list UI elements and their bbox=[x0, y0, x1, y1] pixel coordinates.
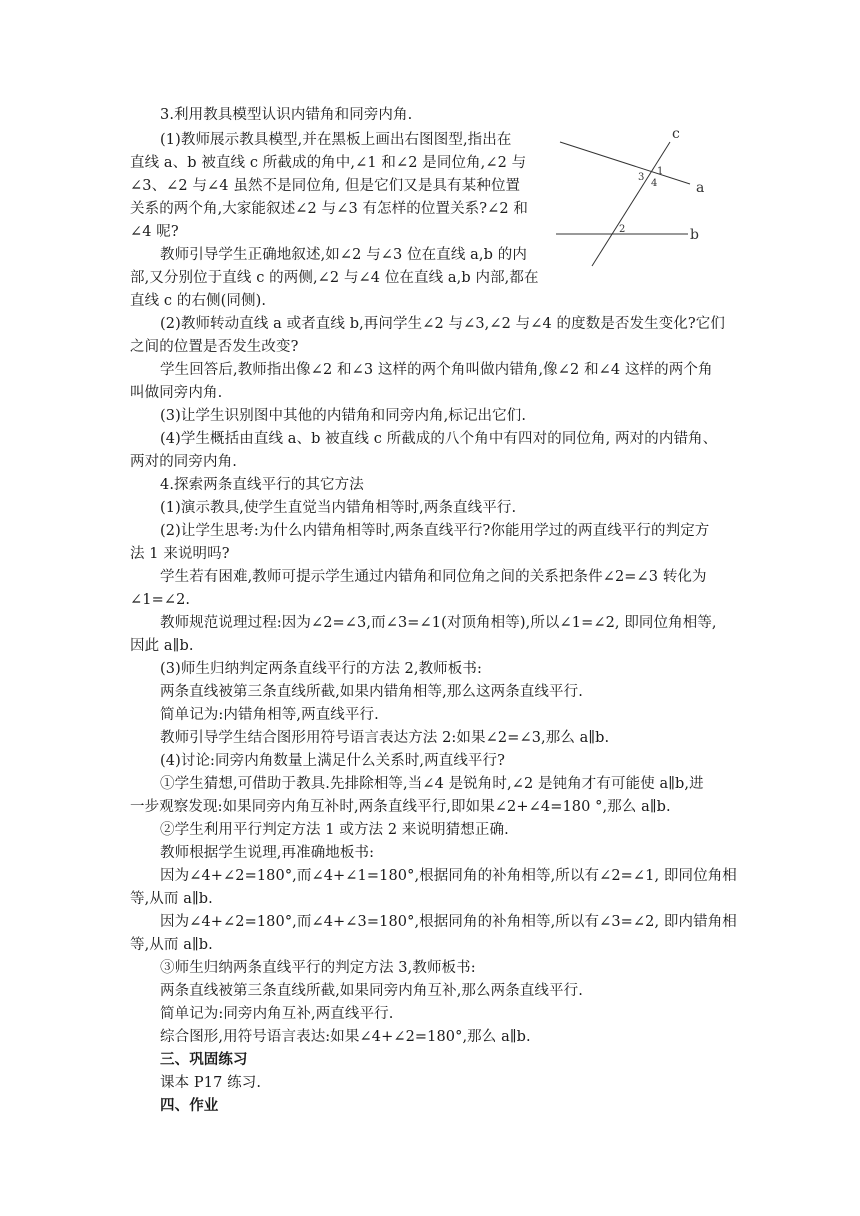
paragraph-line: 法 1 来说明吗? bbox=[130, 546, 230, 562]
paragraph-line: 关系的两个角,大家能叙述∠2 与∠3 有怎样的位置关系?∠2 和 bbox=[130, 201, 529, 217]
paragraph-line: (4)讨论:同旁内角数量上满足什么关系时,两直线平行? bbox=[160, 753, 506, 769]
paragraph-line: ∠4 呢? bbox=[130, 224, 179, 240]
paragraph-line: (1)演示教具,使学生直觉当内错角相等时,两条直线平行. bbox=[160, 500, 517, 516]
paragraph-line: 教师引导学生结合图形用符号语言表达方法 2:如果∠2=∠3,那么 a∥b. bbox=[160, 730, 610, 746]
paragraph-line: ③师生归纳两条直线平行的判定方法 3,教师板书: bbox=[160, 960, 476, 976]
paragraph-line: 简单记为:内错角相等,两直线平行. bbox=[160, 707, 379, 723]
paragraph-line: ①学生猜想,可借助于教具.先排除相等,当∠4 是锐角时,∠2 是钝角才有可能使 a∥b,进 bbox=[160, 776, 704, 792]
paragraph-line: 直线 c 的右侧(同侧). bbox=[130, 293, 267, 309]
angle-3-label: 3 bbox=[638, 172, 645, 183]
paragraph-line: 直线 a、b 被直线 c 所截成的角中,∠1 和∠2 是同位角,∠2 与 bbox=[130, 155, 527, 171]
paragraph-line: 两条直线被第三条直线所截,如果同旁内角互补,那么两条直线平行. bbox=[160, 983, 583, 999]
angle-2-label: 2 bbox=[619, 224, 626, 235]
paragraph-line: ∠3、∠2 与∠4 虽然不是同位角, 但是它们又是具有某种位置 bbox=[130, 178, 521, 194]
paragraph-line: 一步观察发现:如果同旁内角互补时,两条直线平行,即如果∠2+∠4=180 °,那么 a∥b. bbox=[130, 799, 671, 815]
paragraph-line: (3)师生归纳判定两条直线平行的方法 2,教师板书: bbox=[160, 661, 482, 677]
paragraph-line: 两条直线被第三条直线所截,如果内错角相等,那么这两条直线平行. bbox=[160, 684, 583, 700]
section-heading: 4.探索两条直线平行的其它方法 bbox=[160, 477, 364, 493]
paragraph-line: (4)学生概括由直线 a、b 被直线 c 所截成的八个角中有四对的同位角, 两对的内错角、 bbox=[160, 431, 718, 447]
line-c bbox=[592, 142, 670, 266]
paragraph-line: (1)教师展示教具模型,并在黑板上画出右图图型,指出在 bbox=[160, 132, 512, 148]
angle-1-label: 1 bbox=[657, 166, 664, 177]
label-a: a bbox=[696, 180, 705, 196]
paragraph-line: 教师引导学生正确地叙述,如∠2 与∠3 位在直线 a,b 的内 bbox=[160, 247, 527, 263]
section-heading: 3.利用教具模型认识内错角和同旁内角. bbox=[160, 107, 413, 123]
paragraph-line: 等,从而 a∥b. bbox=[130, 891, 213, 907]
paragraph-line: 学生若有困难,教师可提示学生通过内错角和同位角之间的关系把条件∠2=∠3 转化为 bbox=[160, 569, 707, 585]
paragraph-line: 叫做同旁内角. bbox=[130, 385, 223, 401]
paragraph-line: ②学生利用平行判定方法 1 或方法 2 来说明猜想正确. bbox=[160, 822, 509, 838]
paragraph-line: 简单记为:同旁内角互补,两直线平行. bbox=[160, 1006, 394, 1022]
paragraph-line: 综合图形,用符号语言表达:如果∠4+∠2=180°,那么 a∥b. bbox=[160, 1029, 531, 1045]
paragraph-line: 教师规范说理过程:因为∠2=∠3,而∠3=∠1(对顶角相等),所以∠1=∠2, 即同位角相等, bbox=[160, 615, 717, 631]
paragraph-line: 等,从而 a∥b. bbox=[130, 937, 213, 953]
section-heading: 三、巩固练习 bbox=[160, 1051, 248, 1068]
paragraph-line: 部,又分别位于直线 c 的两侧,∠2 与∠4 位在直线 a,b 内部,都在 bbox=[130, 270, 539, 286]
paragraph-line: 因此 a∥b. bbox=[130, 638, 194, 654]
paragraph-line: 两对的同旁内角. bbox=[130, 454, 237, 470]
section-heading: 四、作业 bbox=[160, 1097, 219, 1114]
paragraph-line: (3)让学生识别图中其他的内错角和同旁内角,标记出它们. bbox=[160, 408, 527, 424]
paragraph-line: (2)教师转动直线 a 或者直线 b,再问学生∠2 与∠3,∠2 与∠4 的度数是否发生变化?它们 bbox=[160, 316, 726, 332]
paragraph-line: 教师根据学生说理,再准确地板书: bbox=[160, 845, 375, 861]
paragraph-line: 之间的位置是否发生改变? bbox=[130, 339, 299, 355]
transversal-figure bbox=[548, 118, 718, 278]
line-a bbox=[560, 142, 690, 184]
paragraph-line: 因为∠4+∠2=180°,而∠4+∠1=180°,根据同角的补角相等,所以有∠2=∠1, 即同位角相 bbox=[160, 868, 737, 884]
paragraph-line: 课本 P17 练习. bbox=[160, 1075, 262, 1091]
paragraph-line: 学生回答后,教师指出像∠2 和∠3 这样的两个角叫做内错角,像∠2 和∠4 这样的两个角 bbox=[160, 362, 713, 378]
label-c: c bbox=[672, 126, 680, 142]
paragraph-line: ∠1=∠2. bbox=[130, 592, 191, 608]
angle-4-label: 4 bbox=[651, 178, 658, 189]
paragraph-line: (2)让学生思考:为什么内错角相等时,两条直线平行?你能用学过的两直线平行的判定方 bbox=[160, 523, 710, 539]
label-b: b bbox=[690, 227, 699, 243]
paragraph-line: 因为∠4+∠2=180°,而∠4+∠3=180°,根据同角的补角相等,所以有∠3=∠2, 即内错角相 bbox=[160, 914, 737, 930]
